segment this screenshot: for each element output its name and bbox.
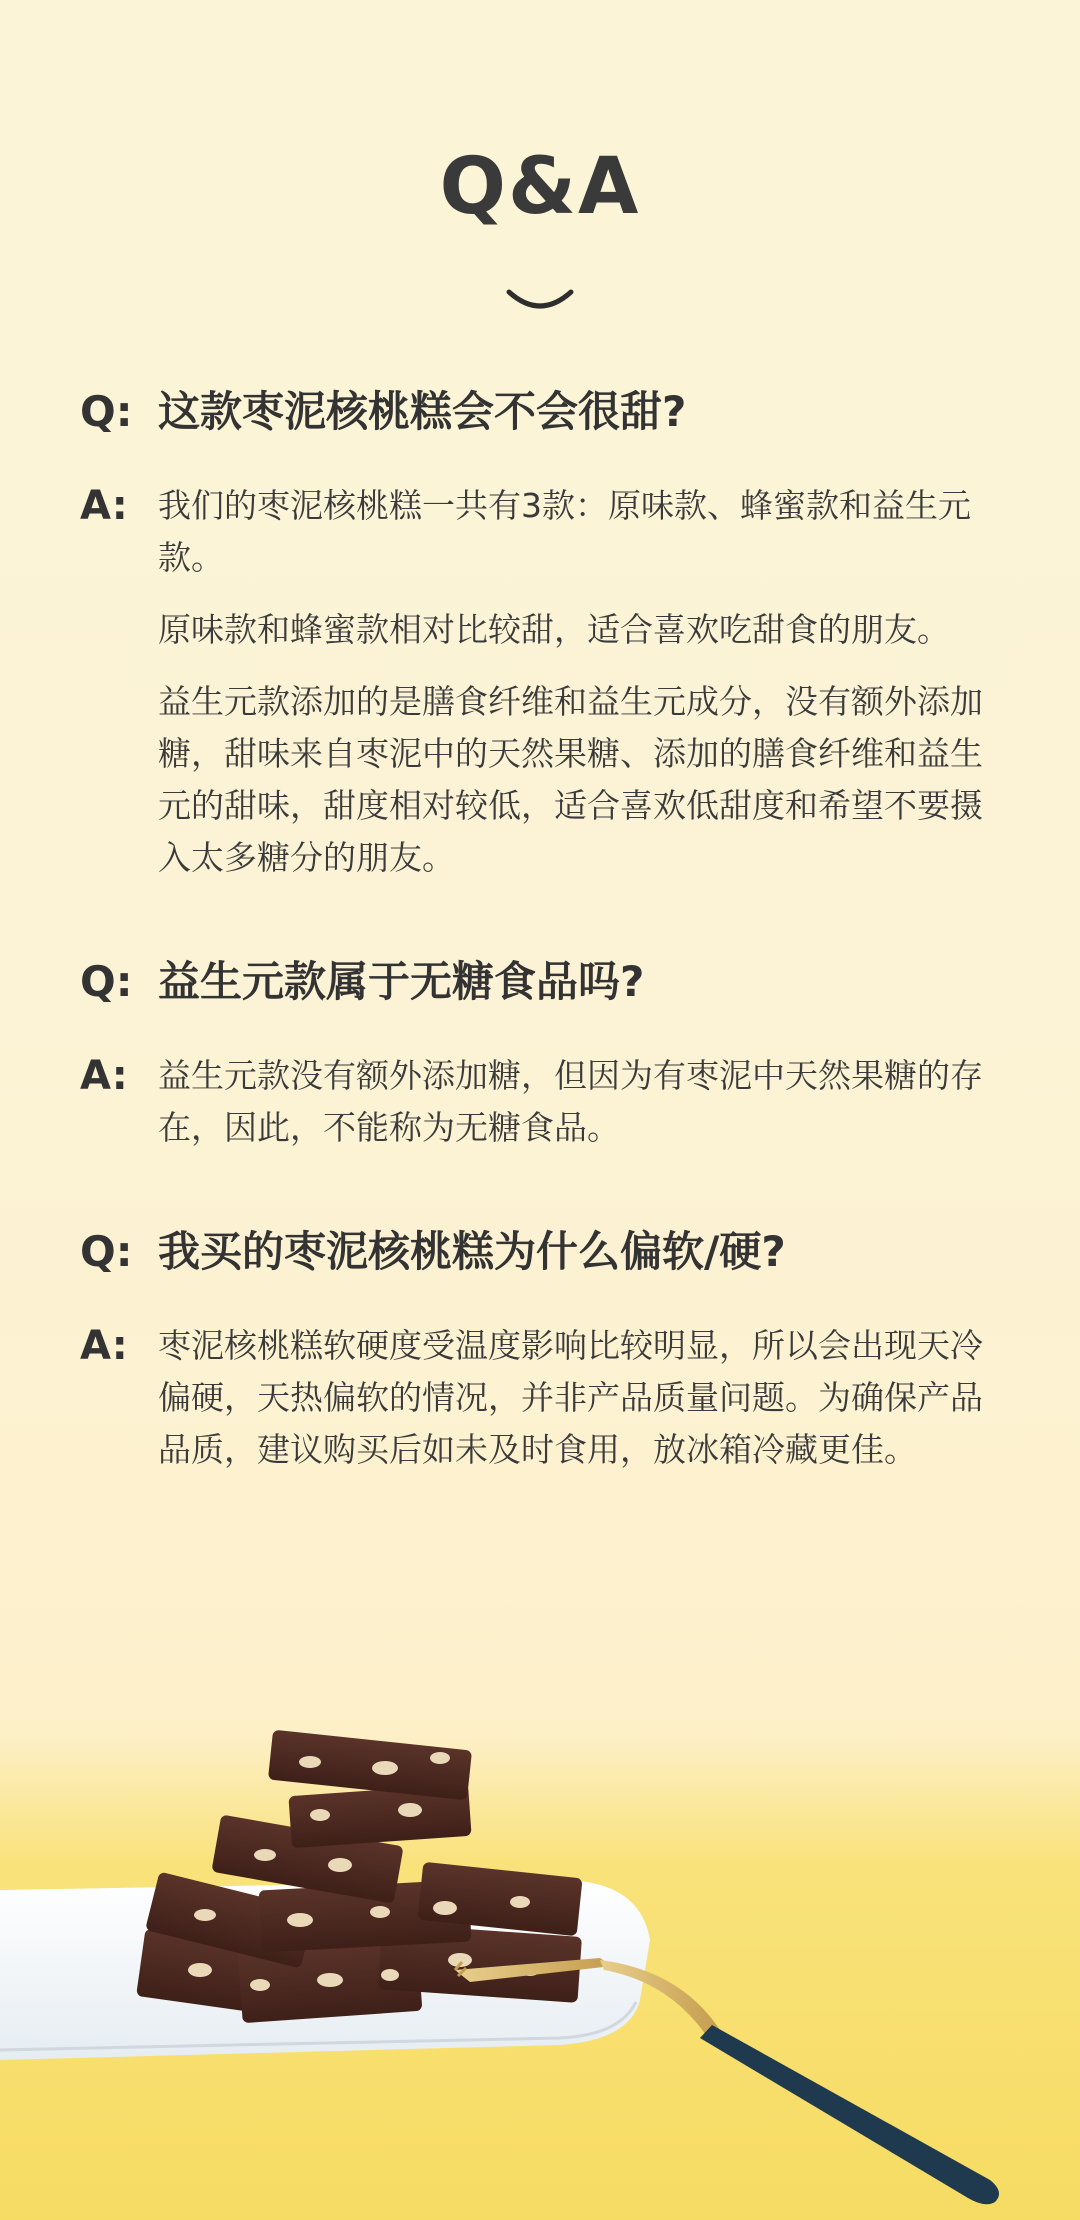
answer-prefix: A:	[80, 483, 128, 529]
smile-icon	[505, 286, 575, 316]
page-title: Q&A	[439, 142, 641, 232]
answer-row	[80, 480, 1000, 884]
question-text: 益生元款属于无糖食品吗?	[158, 957, 645, 1006]
answer-paragraph: 我们的枣泥核桃糕一共有3款：原味款、蜂蜜款和益生元款。	[158, 486, 971, 577]
answer-prefix: A:	[80, 1323, 128, 1369]
answer-body	[158, 1320, 1000, 1476]
question-prefix: Q:	[80, 387, 133, 436]
question-prefix: Q:	[80, 1227, 133, 1276]
answer-row	[80, 1050, 1000, 1154]
product-photo	[0, 1640, 1080, 2220]
question-prefix: Q:	[80, 957, 133, 1006]
qa-item	[80, 1224, 1000, 1476]
answer-body	[158, 480, 1000, 884]
answer-paragraph: 原味款和蜂蜜款相对比较甜，适合喜欢吃甜食的朋友。	[158, 610, 950, 649]
answer-body	[158, 1050, 1000, 1154]
qa-item	[80, 954, 1000, 1154]
question-row	[80, 384, 1000, 440]
walnut-date-cake-stack	[136, 1730, 582, 2024]
qa-item	[80, 384, 1000, 884]
answer-row	[80, 1320, 1000, 1476]
question-row	[80, 1224, 1000, 1280]
question-text: 这款枣泥核桃糕会不会很甜?	[158, 387, 687, 436]
answer-paragraph: 枣泥核桃糕软硬度受温度影响比较明显，所以会出现天冷偏硬，天热偏软的情况，并非产品质量问题。为确保产品品质，建议购买后如未及时食用，放冰箱冷藏更佳。	[158, 1326, 983, 1469]
question-row	[80, 954, 1000, 1010]
answer-paragraph: 益生元款没有额外添加糖，但因为有枣泥中天然果糖的存在，因此，不能称为无糖食品。	[158, 1056, 983, 1147]
question-text: 我买的枣泥核桃糕为什么偏软/硬?	[158, 1227, 786, 1276]
answer-prefix: A:	[80, 1053, 128, 1099]
answer-paragraph: 益生元款添加的是膳食纤维和益生元成分，没有额外添加糖，甜味来自枣泥中的天然果糖、添加的膳食纤维和益生元的甜味，甜度相对较低，适合喜欢低甜度和希望不要摄入太多糖分的朋友。	[158, 682, 983, 877]
